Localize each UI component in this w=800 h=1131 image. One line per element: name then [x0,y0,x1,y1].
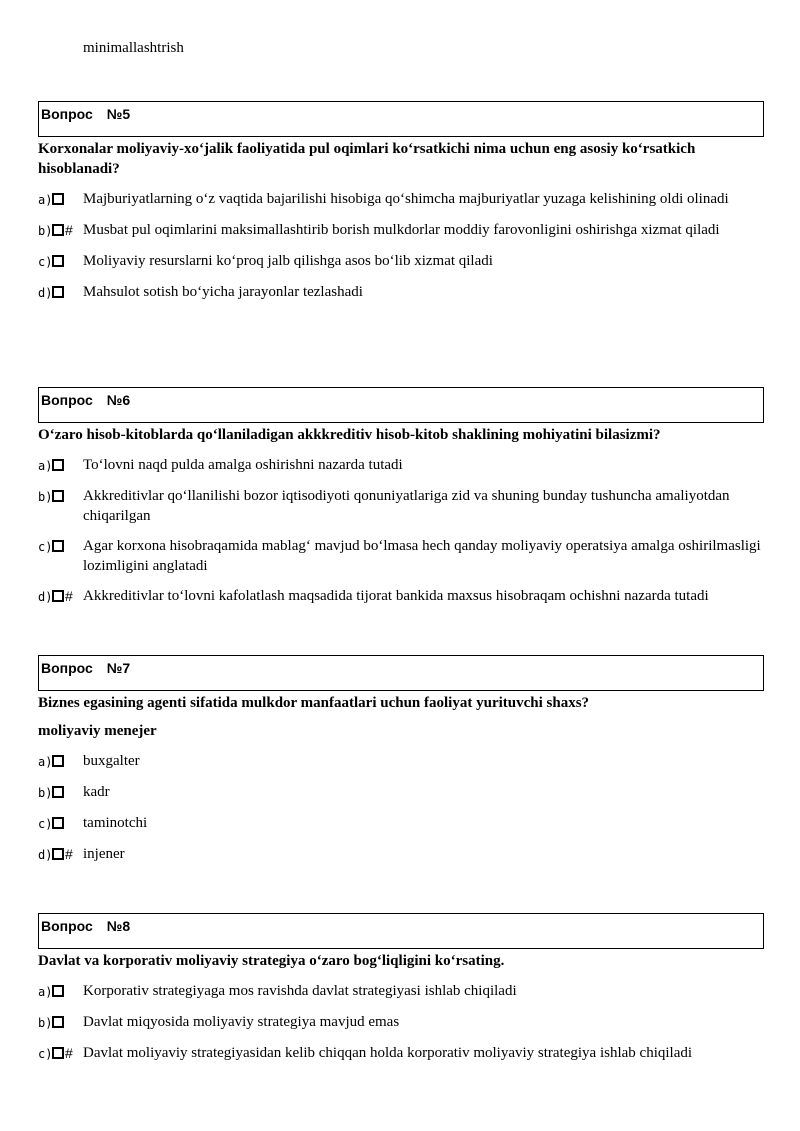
checkbox-icon[interactable] [52,490,64,502]
question-block-5 [38,101,764,303]
answer-letter: c) [38,540,53,554]
answer-option-c[interactable] [38,251,764,272]
correct-mark: # [65,1045,73,1061]
answer-text: Majburiyatlarning o‘z vaqtida bajarilishi hisobiga qo‘shimcha majburiyatlar yuzaga kelishining oldi olinadi [83,191,729,207]
checkbox-icon[interactable] [52,459,64,471]
answer-text: Musbat pul oqimlarini maksimallashtirib borish mulkdorlar moddiy farovonligini oshirishga xizmat qiladi [83,222,720,238]
answer-option-b[interactable] [38,1012,764,1033]
correct-mark: # [65,846,73,862]
answer-letter: b) [38,224,53,238]
answer-option-a[interactable] [38,189,764,210]
question-header [38,655,764,691]
answer-option-a[interactable] [38,751,764,772]
answer-letter: c) [38,817,53,831]
answer-letter: b) [38,1016,53,1030]
answer-letter: c) [38,255,53,269]
answer-text: Akkreditivlar qo‘llanilishi bozor iqtisodiyoti qonuniyatlariga zid va shuning bunday tushuncha amaliyotdan chiqarilgan [83,488,730,524]
question-label: Вопрос [41,660,93,676]
question-label: Вопрос [41,392,93,408]
answer-text: To‘lovni naqd pulda amalga oshirishni nazarda tutadi [83,457,403,473]
answer-text: Davlat moliyaviy strategiyasidan kelib chiqqan holda korporativ moliyaviy strategiya ishlab chiqiladi [83,1045,693,1061]
answer-option-c[interactable] [38,813,764,834]
answer-option-a[interactable] [38,981,764,1002]
answer-letter: a) [38,193,53,207]
answer-option-b[interactable] [38,220,764,241]
question-header [38,101,764,137]
question-block-8 [38,913,764,1064]
answer-option-b[interactable] [38,486,764,526]
answer-text: buxgalter [83,753,140,769]
answer-text: Mahsulot sotish bo‘yicha jarayonlar tezlashadi [83,284,363,300]
checkbox-icon[interactable] [52,848,64,860]
answer-text: Agar korxona hisobraqamida mablag‘ mavjud bo‘lmasa hech qanday moliyaviy operatsiya amalga oshirilmasligi lozimligini anglatadi [83,538,761,574]
answer-letter: a) [38,755,53,769]
question-text: Biznes egasining agenti sifatida mulkdor manfaatlari uchun faoliyat yurituvchi shaxs? [38,695,590,711]
question-number: №7 [106,660,131,676]
answer-option-c[interactable] [38,1043,764,1064]
answer-letter: a) [38,459,53,473]
checkbox-icon[interactable] [52,224,64,236]
question-block-6 [38,387,764,607]
answer-option-d[interactable] [38,282,764,303]
question-label: Вопрос [41,106,93,122]
answer-option-d[interactable] [38,586,764,607]
answer-option-b[interactable] [38,782,764,803]
checkbox-icon[interactable] [52,817,64,829]
answer-text: taminotchi [83,815,148,831]
answer-letter: d) [38,286,53,300]
checkbox-icon[interactable] [52,985,64,997]
correct-mark: # [65,588,73,604]
question-text: Korxonalar moliyaviy-xo‘jalik faoliyatida pul oqimlari ko‘rsatkichi nima uchun eng asosiy ko‘rsatkich hisoblanadi? [38,141,696,177]
answer-letter: d) [38,848,53,862]
checkbox-icon[interactable] [52,286,64,298]
checkbox-icon[interactable] [52,193,64,205]
answer-letter: a) [38,985,53,999]
answer-text: Akkreditivlar to‘lovni kafolatlash maqsadida tijorat bankida maxsus hisobraqam ochishni nazarda tutadi [83,588,709,604]
correct-mark: # [65,222,73,238]
answer-text: Davlat miqyosida moliyaviy strategiya mavjud emas [83,1014,400,1030]
answer-letter: b) [38,786,53,800]
checkbox-icon[interactable] [52,1016,64,1028]
continuation-text: minimallashtrish [83,40,184,56]
question-text: Davlat va korporativ moliyaviy strategiya o‘zaro bog‘liqligini ko‘rsating. [38,953,505,969]
answer-text: injener [83,846,125,862]
checkbox-icon[interactable] [52,540,64,552]
answer-option-c[interactable] [38,536,764,576]
checkbox-icon[interactable] [52,590,64,602]
answer-text: Moliyaviy resurslarni ko‘proq jalb qilishga asos bo‘lib xizmat qiladi [83,253,493,269]
question-number: №5 [106,106,131,122]
answer-option-a[interactable] [38,455,764,476]
question-header [38,387,764,423]
checkbox-icon[interactable] [52,1047,64,1059]
answer-text: kadr [83,784,110,800]
answer-text: Korporativ strategiyaga mos ravishda davlat strategiyasi ishlab chiqiladi [83,983,517,999]
answer-letter: b) [38,490,53,504]
question-block-7 [38,655,764,865]
checkbox-icon[interactable] [52,786,64,798]
answer-letter: c) [38,1047,53,1061]
checkbox-icon[interactable] [52,755,64,767]
question-number: №8 [106,918,131,934]
answer-option-d[interactable] [38,844,764,865]
answer-letter: d) [38,590,53,604]
question-number: №6 [106,392,131,408]
question-label: Вопрос [41,918,93,934]
checkbox-icon[interactable] [52,255,64,267]
question-extra-text: moliyaviy menejer [38,723,157,739]
question-text: O‘zaro hisob-kitoblarda qo‘llaniladigan akkkreditiv hisob-kitob shaklining mohiyatini bilasizmi? [38,427,661,443]
question-header [38,913,764,949]
